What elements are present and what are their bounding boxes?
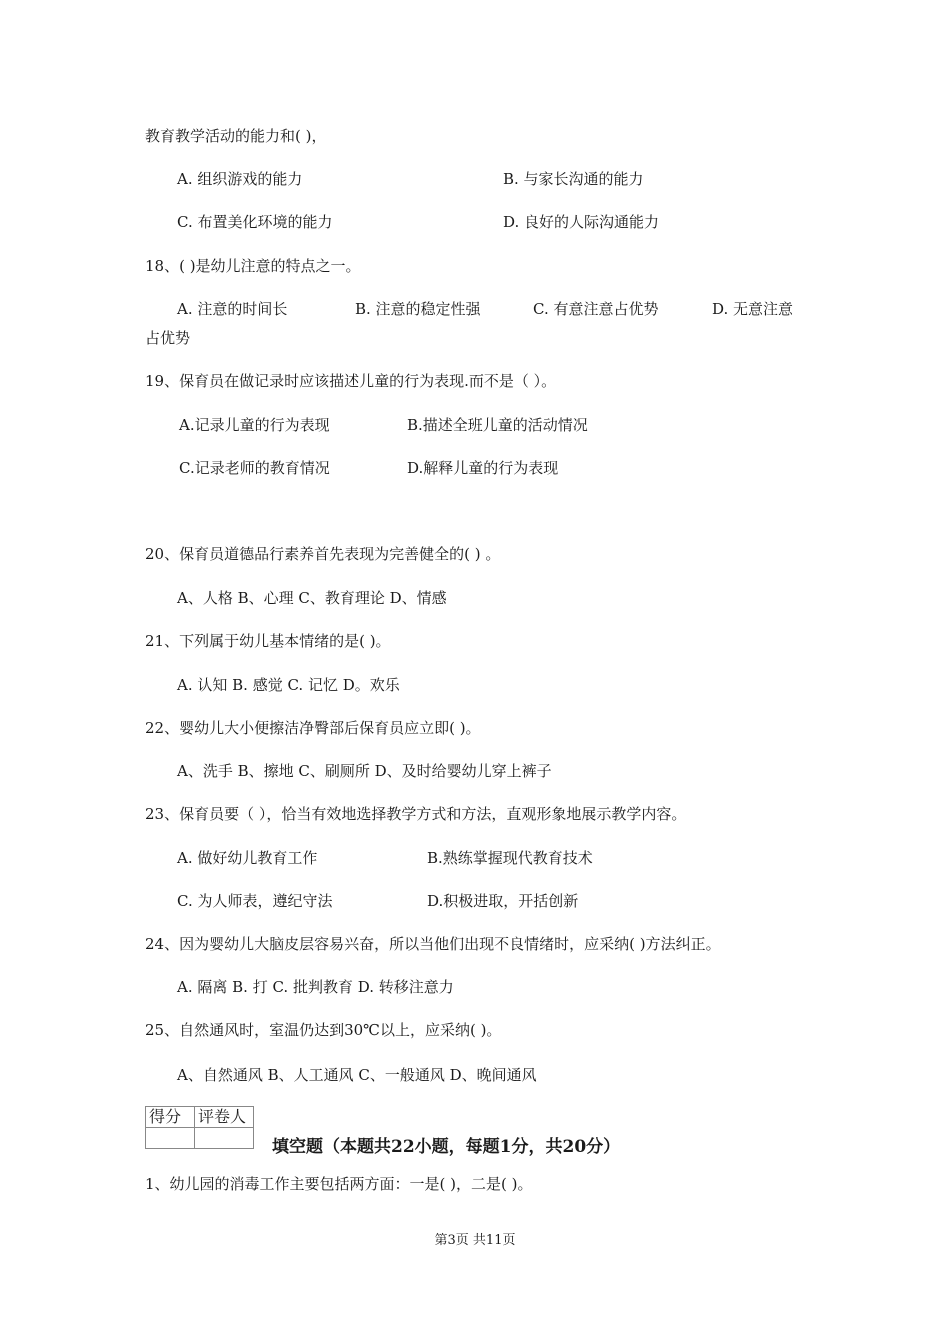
option-d: D. 良好的人际沟通能力 [503, 213, 660, 231]
reviewer-cell[interactable] [195, 1128, 254, 1149]
score-cell[interactable] [146, 1128, 195, 1149]
question-text: 22、婴幼儿大小便擦洁净臀部后保育员应立即( )。 [145, 719, 481, 737]
score-table [145, 1106, 254, 1149]
text-line: 教育教学活动的能力和( )， [145, 127, 327, 145]
option-b: B.描述全班儿童的活动情况 [407, 416, 588, 434]
option-a: A. 做好幼儿教育工作 [177, 849, 318, 867]
option-d: D. 无意注意 [712, 300, 794, 318]
option-c: C. 为人师表，遵纪守法 [177, 892, 333, 910]
reviewer-label: 评卷人 [195, 1107, 254, 1128]
question-text: 21、下列属于幼儿基本情绪的是( )。 [145, 632, 391, 650]
option-a: A.记录儿童的行为表现 [179, 416, 330, 434]
question-text: 19、保育员在做记录时应该描述儿童的行为表现.而不是（ ）。 [145, 372, 557, 390]
question-text: 20、保育员道德品行素养首先表现为完善健全的( ) 。 [145, 545, 501, 563]
options: A. 隔离 B. 打 C. 批判教育 D. 转移注意力 [177, 978, 454, 996]
option-d: D.积极进取，开括创新 [427, 892, 579, 910]
options: A、自然通风 B、人工通风 C、一般通风 D、晚间通风 [177, 1066, 537, 1084]
option-d-wrap: 占优势 [145, 329, 191, 347]
score-label: 得分 [146, 1107, 195, 1128]
question-text: 18、( )是幼儿注意的特点之一。 [145, 257, 361, 275]
option-c: C. 布置美化环境的能力 [177, 213, 333, 231]
options: A、洗手 B、擦地 C、刷厕所 D、及时给婴幼儿穿上裤子 [177, 762, 552, 780]
question-text: 23、保育员要（ ），恰当有效地选择教学方式和方法，直观形象地展示教学内容。 [145, 805, 687, 823]
option-c: C.记录老师的教育情况 [179, 459, 330, 477]
option-b: B. 与家长沟通的能力 [503, 170, 644, 188]
option-b: B.熟练掌握现代教育技术 [427, 849, 593, 867]
question-text: 25、自然通风时，室温仍达到30℃以上，应采纳( )。 [145, 1021, 502, 1039]
option-a: A. 组织游戏的能力 [177, 170, 303, 188]
option-c: C. 有意注意占优势 [533, 300, 659, 318]
question-text: 24、因为婴幼儿大脑皮层容易兴奋，所以当他们出现不良情绪时，应采纳( )方法纠正。 [145, 935, 721, 953]
option-b: B. 注意的稳定性强 [355, 300, 481, 318]
option-d: D.解释儿童的行为表现 [407, 459, 559, 477]
options: A. 认知 B. 感觉 C. 记忆 D。欢乐 [177, 676, 400, 694]
option-a: A. 注意的时间长 [177, 300, 288, 318]
fill-question-1: 1、幼儿园的消毒工作主要包括两方面：一是( )，二是( )。 [145, 1175, 533, 1193]
page-footer: 第3页 共11页 [434, 1233, 516, 1248]
section-title: 填空题（本题共22小题，每题1分，共20分） [272, 1137, 621, 1157]
options: A、人格 B、心理 C、教育理论 D、情感 [177, 589, 447, 607]
